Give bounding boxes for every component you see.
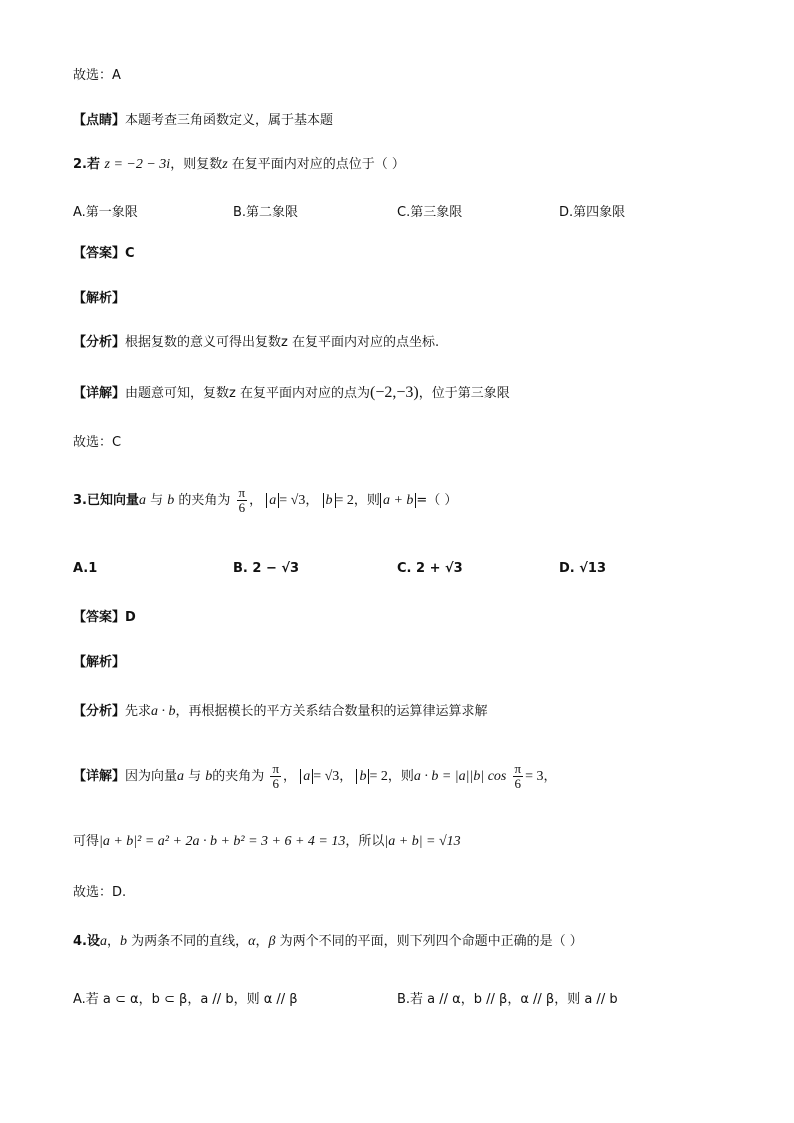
q3-xiangjie: 【详解】因为向量a 与 b的夹角为 $\frac{\pi}{6}$ ， a = √3， b = 2，则a · b = |a||b| cos $\frac{\pi}{6}$ = 3， <box>73 761 557 791</box>
q2-xiangjie: 【详解】由题意可知，复数z 在复平面内对应的点为(−2,−3)，位于第三象限 <box>73 384 510 401</box>
dianjing-text: 本题考查三角函数定义，属于基本题 <box>125 113 334 128</box>
q2-option-b: B.第二象限 <box>233 205 299 220</box>
q2-options <box>73 201 733 219</box>
q3-options <box>73 561 733 579</box>
dianjing-tag: 【点睛】 <box>73 113 126 128</box>
q4-option-a: A.若 a ⊂ α，b ⊂ β，a // b，则 α // β <box>73 992 298 1007</box>
q2-conclusion: 故选：C <box>73 435 122 450</box>
q3-answer: 【答案】D <box>73 610 136 625</box>
q3-jiexi: 【解析】 <box>73 655 126 670</box>
q3-fenxi: 【分析】先求a · b，再根据模长的平方关系结合数量积的运算律运算求解 <box>73 704 488 719</box>
q3-option-b: B. 2 − √3 <box>233 561 300 576</box>
q2-option-a: A.第一象限 <box>73 205 138 220</box>
q3-stem: 3.已知向量a 与 b 的夹角为 $\frac{\pi}{6}$ ， a = √3， b = 2，则 a + b =（ ） <box>73 485 458 515</box>
q3-conclusion: 故选：D. <box>73 885 127 900</box>
q2-jiexi: 【解析】 <box>73 291 126 306</box>
q2-stem: 2.若 z = −2 − 3i，则复数z 在复平面内对应的点位于（ ） <box>73 157 405 172</box>
q2-fenxi: 【分析】根据复数的意义可得出复数z 在复平面内对应的点坐标. <box>73 335 440 350</box>
conclusion-line: 故选：A <box>73 68 121 83</box>
q4-options <box>73 988 733 1006</box>
dianjing-line <box>73 112 333 130</box>
q2-option-d: D.第四象限 <box>559 205 626 220</box>
q3-option-c: C. 2 + √3 <box>397 561 463 576</box>
q4-stem: 4.设a，b 为两条不同的直线，α，β 为两个不同的平面，则下列四个命题中正确的是（ ） <box>73 934 583 949</box>
q3-option-a: A.1 <box>73 561 98 576</box>
q4-option-b: B.若 a // α，b // β，α // β，则 a // b <box>397 992 618 1007</box>
q2-option-c: C.第三象限 <box>397 205 463 220</box>
q3-pi-over-6: $\frac{\pi}{6}$ <box>238 485 246 515</box>
q2-answer: 【答案】C <box>73 246 135 261</box>
q3-derivation: 可得|a + b|² = a² + 2a · b + b² = 3 + 6 + 4 = 13，所以|a + b| = √13 <box>73 834 461 849</box>
q3-option-d: D. √13 <box>559 561 607 576</box>
